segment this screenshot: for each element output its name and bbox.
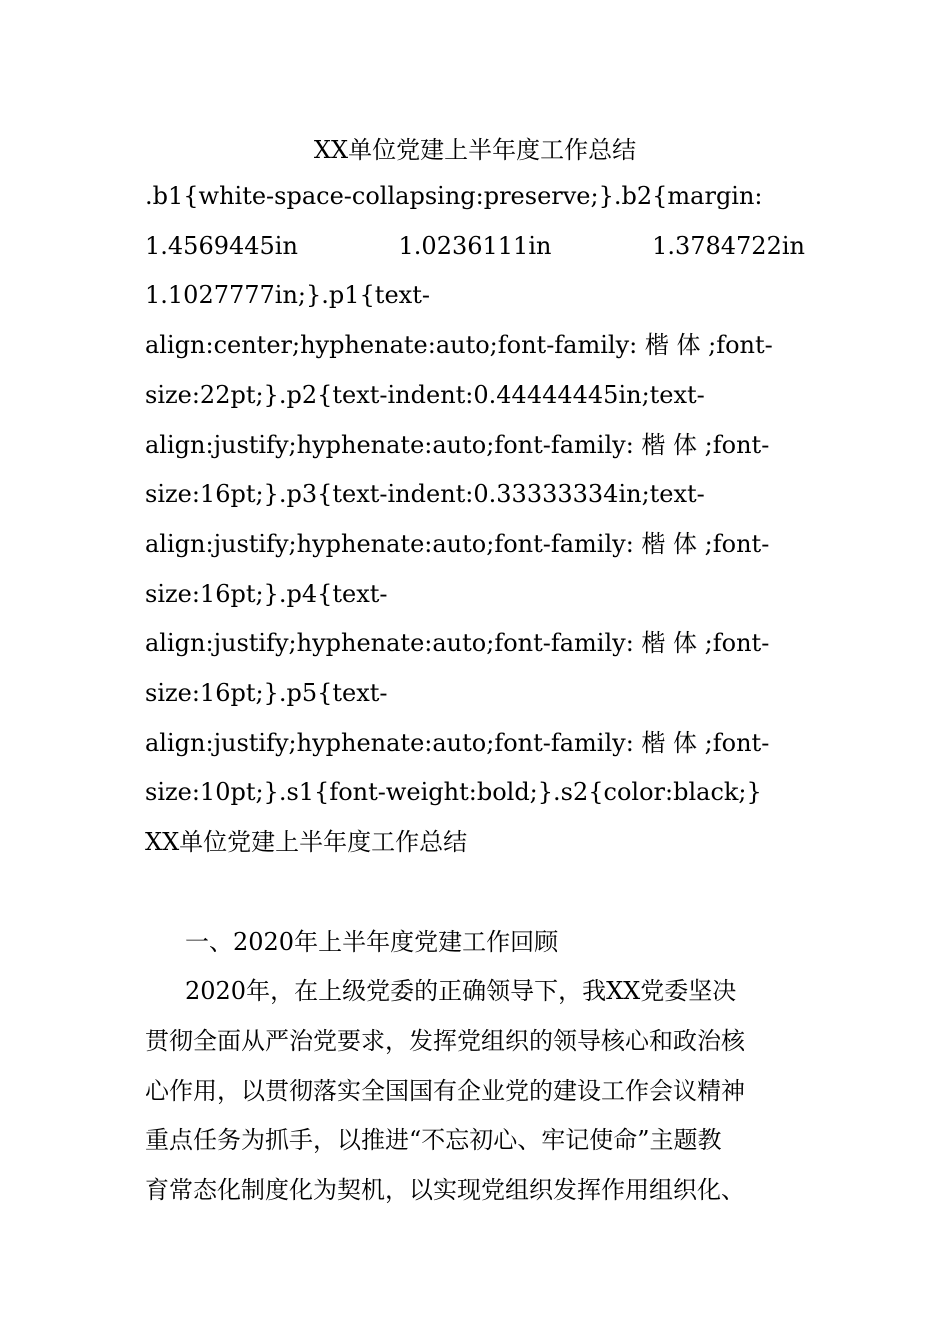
blank-line (145, 868, 805, 918)
body-line: 2020年，在上级党委的正确领导下，我XX党委坚决 (185, 977, 737, 1006)
css-text-line: size:16pt;}.p3{text-indent:0.33333334in;text- (145, 480, 705, 509)
document-heading: XX单位党建上半年度工作总结 (145, 828, 468, 857)
css-text-line: .b1{white-space-collapsing:preserve;}.b2{margin: (145, 182, 763, 210)
document-content (145, 128, 805, 1216)
body-line: 心作用，以贯彻落实全国国有企业党的建设工作会议精神 (145, 1076, 745, 1105)
margin-value: 1.0236111in (398, 231, 552, 260)
css-text-line: size:16pt;}.p5{text- (145, 679, 388, 708)
css-text-line: align:justify;hyphenate:auto;font-family: 楷 体 ;font- (145, 430, 770, 459)
css-text-line: size:16pt;}.p4{text- (145, 579, 388, 608)
margin-value: 1.3784722in (652, 231, 805, 260)
css-text-line: size:22pt;}.p2{text-indent:0.44444445in;text- (145, 380, 705, 409)
body-line: 育常态化制度化为契机，以实现党组织发挥作用组织化、 (145, 1176, 745, 1205)
css-text-line: align:justify;hyphenate:auto;font-family: 楷 体 ;font- (145, 529, 770, 558)
css-text-line: align:justify;hyphenate:auto;font-family: 楷 体 ;font- (145, 728, 770, 757)
css-text-line: align:justify;hyphenate:auto;font-family: 楷 体 ;font- (145, 629, 770, 658)
body-line: 重点任务为抓手，以推进“不忘初心、牢记使命”主题教 (145, 1126, 722, 1155)
body-line: 贯彻全面从严治党要求，发挥党组织的领导核心和政治核 (145, 1026, 745, 1055)
section-heading: 一、2020年上半年度党建工作回顾 (185, 927, 559, 956)
css-text-line: align:center;hyphenate:auto;font-family: 楷 体 ;font- (145, 331, 773, 360)
css-margin-line (145, 222, 805, 272)
css-text-line: 1.1027777in;}.p1{text- (145, 281, 430, 310)
document-title: XX单位党建上半年度工作总结 (313, 136, 637, 164)
margin-value: 1.4569445in (145, 231, 298, 260)
css-text-line: size:10pt;}.s1{font-weight:bold;}.s2{color:black;} (145, 778, 762, 807)
